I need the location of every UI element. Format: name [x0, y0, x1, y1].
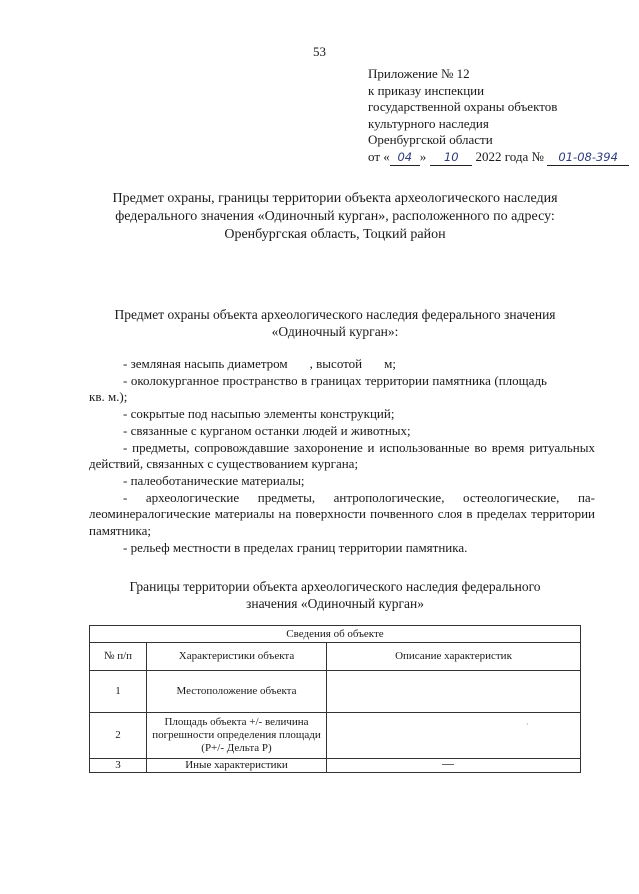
heading-line: значения «Одиночный курган» — [246, 596, 424, 611]
territory-bounds-heading — [60, 578, 610, 612]
table-header-characteristic: Характеристики объекта — [147, 643, 327, 671]
table-row — [90, 671, 581, 713]
title-line: Оренбургская область, Тоцкий район — [224, 227, 446, 242]
list-item — [89, 373, 595, 406]
protection-items-list — [89, 356, 595, 556]
row-description — [327, 759, 581, 773]
appendix-line: к приказу инспекции — [368, 82, 485, 98]
date-prefix: от « — [368, 148, 390, 164]
row-number: 3 — [90, 759, 147, 773]
list-item: - сокрытые под насыпью элементы конструкций; — [123, 406, 395, 422]
list-item-text: м; — [384, 356, 396, 371]
row-characteristic: Иные характеристики — [147, 759, 327, 773]
document-title — [70, 190, 600, 244]
table-caption: Сведения об объекте — [90, 626, 581, 643]
page-number: 53 — [313, 44, 326, 59]
appendix-date-line — [368, 149, 629, 167]
appendix-line: культурного наследия — [368, 115, 489, 131]
handwritten-day: 04 — [390, 149, 420, 167]
list-item: - рельеф местности в пределах границ территории памятника. — [123, 539, 468, 555]
row-characteristic: Площадь объекта +/- величина погрешности определения площади (Р+/- Дельта Р) — [147, 713, 327, 759]
table-header-description: Описание характеристик — [327, 643, 581, 671]
list-item: - связанные с курганом останки людей и животных; — [123, 422, 411, 438]
list-item-text: - околокурганное пространство в границах территории памятника (площадь — [123, 372, 547, 388]
protection-subject-heading — [60, 306, 610, 340]
table-row — [90, 759, 581, 773]
heading-line: Границы территории объекта археологического наследия федерального — [129, 579, 541, 594]
row-number: 2 — [90, 713, 147, 759]
date-suffix: 2022 года № — [475, 148, 544, 164]
scan-mark: · — [526, 720, 529, 729]
heading-line: Предмет охраны объекта археологического наследия федерального значения — [114, 307, 556, 322]
handwritten-order-number: 01-08-394 — [547, 149, 629, 167]
list-item-text: , высотой — [309, 356, 363, 371]
list-item: - археологические предметы, антропологические, остеологические, па-леоминералогические материалы на поверхности почвенного слоя в пределах территории памятника; — [89, 489, 595, 539]
list-item-text: кв. м.); — [89, 389, 128, 405]
row-description — [327, 671, 581, 713]
date-mid: » — [419, 148, 427, 164]
object-info-table — [89, 625, 581, 773]
table-row — [90, 713, 581, 759]
title-line: Предмет охраны, границы территории объекта археологического наследия — [112, 191, 558, 206]
row-number: 1 — [90, 671, 147, 713]
appendix-line: Оренбургской области — [368, 132, 493, 147]
list-item-text: - земляная насыпь диаметром — [123, 356, 288, 371]
list-item: - палеоботанические материалы; — [123, 472, 305, 488]
handwritten-month: 10 — [430, 149, 472, 167]
heading-line: «Одиночный курган»: — [271, 324, 399, 339]
dash-mark — [442, 764, 454, 765]
row-description — [327, 713, 581, 759]
table-header-number: № п/п — [90, 643, 147, 671]
appendix-line: Приложение № 12 — [368, 66, 470, 81]
list-item — [89, 356, 595, 373]
title-line: федерального значения «Одиночный курган», расположенного по адресу: — [115, 209, 555, 224]
appendix-line: государственной охраны объектов — [368, 99, 558, 114]
row-characteristic: Местоположение объекта — [147, 671, 327, 713]
list-item: - предметы, сопровождавшие захоронение и использованные во время ритуальных действий, связанных с существованием кургана; — [89, 439, 595, 472]
appendix-block — [368, 66, 629, 166]
